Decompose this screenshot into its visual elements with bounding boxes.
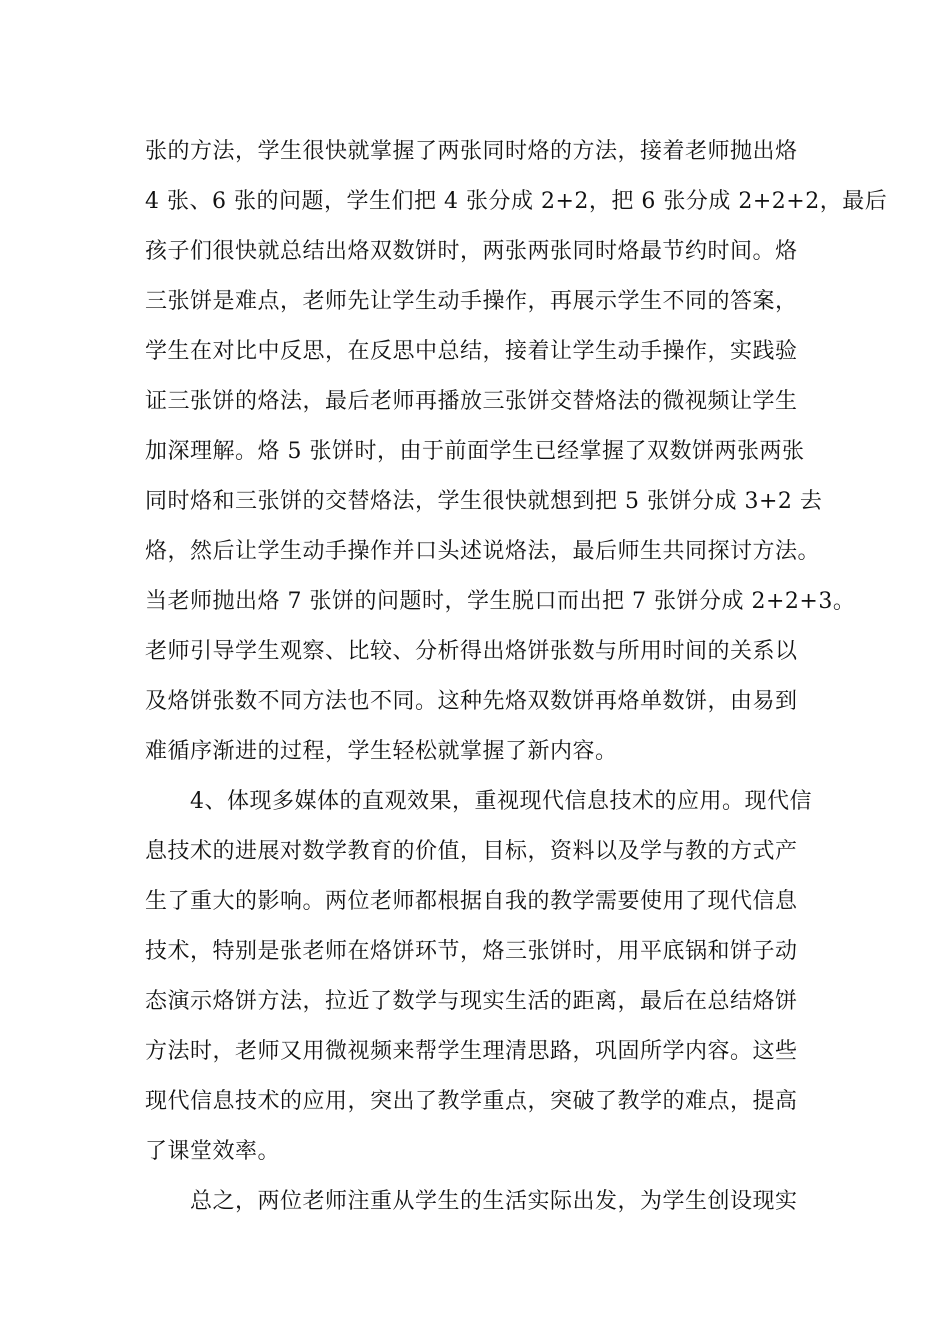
text-line: 技术，特别是张老师在烙饼环节，烙三张饼时，用平底锅和饼子动 — [145, 939, 798, 964]
text-line: 烙，然后让学生动手操作并口头述说烙法，最后师生共同探讨方法。 — [145, 539, 821, 564]
text-line: 及烙饼张数不同方法也不同。这种先烙双数饼再烙单数饼，由易到 — [145, 689, 798, 714]
text-line: 生了重大的影响。两位老师都根据自我的教学需要使用了现代信息 — [145, 889, 798, 914]
text-line: 难循序渐进的过程，学生轻松就掌握了新内容。 — [145, 739, 618, 764]
text-line: 方法时，老师又用微视频来帮学生理清思路，巩固所学内容。这些 — [145, 1039, 798, 1064]
text-line: 态演示烙饼方法，拉近了数学与现实生活的距离，最后在总结烙饼 — [145, 989, 798, 1014]
text-line: 现代信息技术的应用，突出了教学重点，突破了教学的难点，提高 — [145, 1089, 798, 1114]
text-line: 4 张、6 张的问题，学生们把 4 张分成 2+2，把 6 张分成 2+2+2，最后 — [145, 189, 888, 214]
text-line: 三张饼是难点，老师先让学生动手操作，再展示学生不同的答案， — [145, 289, 798, 314]
text-line: 同时烙和三张饼的交替烙法，学生很快就想到把 5 张饼分成 3+2 去 — [145, 489, 823, 514]
text-line: 老师引导学生观察、比较、分析得出烙饼张数与所用时间的关系以 — [145, 639, 798, 664]
text-line: 证三张饼的烙法，最后老师再播放三张饼交替烙法的微视频让学生 — [145, 389, 798, 414]
text-line: 4、体现多媒体的直观效果，重视现代信息技术的应用。现代信 — [190, 789, 812, 814]
text-line: 了课堂效率。 — [145, 1139, 281, 1164]
text-line: 当老师抛出烙 7 张饼的问题时，学生脱口而出把 7 张饼分成 2+2+3。 — [145, 589, 856, 614]
text-line: 息技术的进展对数学教育的价值，目标，资料以及学与教的方式产 — [145, 839, 798, 864]
text-line: 总之，两位老师注重从学生的生活实际出发，为学生创设现实 — [190, 1189, 798, 1214]
text-line: 学生在对比中反思，在反思中总结，接着让学生动手操作，实践验 — [145, 339, 798, 364]
text-line: 张的方法，学生很快就掌握了两张同时烙的方法，接着老师抛出烙 — [145, 139, 798, 164]
text-line: 孩子们很快就总结出烙双数饼时，两张两张同时烙最节约时间。烙 — [145, 239, 798, 264]
text-line: 加深理解。烙 5 张饼时，由于前面学生已经掌握了双数饼两张两张 — [145, 439, 805, 464]
